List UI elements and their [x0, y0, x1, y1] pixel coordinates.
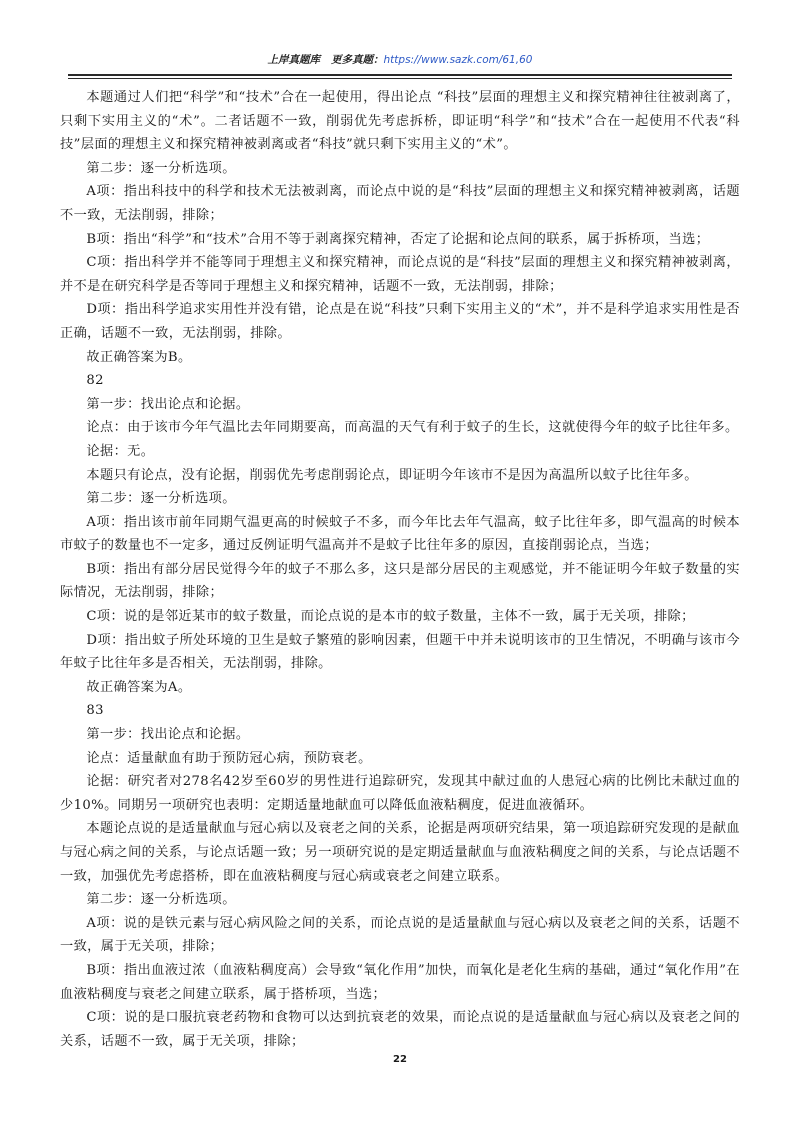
document-body	[60, 86, 740, 1053]
paragraph: 本题只有论点，没有论据，削弱优先考虑削弱论点，即证明今年该市不是因为高温所以蚊子比往年多。	[86, 467, 698, 483]
paragraph: C项：说的是邻近某市的蚊子数量，而论点说的是本市的蚊子数量，主体不一致，属于无关项，排除；	[86, 609, 695, 625]
paragraph: 论点：由于该市今年气温比去年同期要高，而高温的天气有利于蚊子的生长，这就使得今年的蚊子比往年多。	[86, 420, 739, 436]
page-number: 22	[393, 1054, 407, 1065]
header-brand: 上岸真题库	[267, 54, 321, 66]
paragraph: C项：指出科学并不能等同于理想主义和探究精神，而论点说的是“科技”层面的理想主义和探究精神被剥离，并不是在研究科学是否等同于理想主义和探究精神，话题不一致，无法削弱，排除；	[60, 255, 740, 294]
paragraph: 83	[86, 703, 104, 719]
header-more-label: 更多真题：	[331, 54, 384, 66]
paragraph: 故正确答案为B。	[86, 349, 192, 365]
paragraph: B项：指出“科学”和“技术”合用不等于剥离探究精神，否定了论据和论点间的联系，属于拆桥项，当选；	[86, 231, 710, 247]
page-header	[68, 52, 732, 74]
paragraph: 故正确答案为A。	[86, 679, 192, 695]
paragraph: B项：指出血液过浓（血液粘稠度高）会导致“氧化作用”加快，而氧化是老化生病的基础，通过“氧化作用”在血液粘稠度与衰老之间建立联系，属于搭桥项，当选；	[60, 962, 740, 1002]
paragraph: 论据：无。	[86, 443, 155, 459]
paragraph: 论点：适量献血有助于预防冠心病，预防衰老。	[86, 750, 372, 766]
header-url-link[interactable]: https://www.sazk.com/61,60	[383, 54, 533, 66]
header-divider-thin	[68, 78, 732, 79]
paragraph: 第二步：逐一分析选项。	[86, 160, 236, 176]
paragraph: B项：指出有部分居民觉得今年的蚊子不那么多，这只是部分居民的主观感觉，并不能证明今年蚊子数量的实际情况，无法削弱，排除；	[60, 561, 740, 601]
paragraph: 第一步：找出论点和论据。	[86, 396, 250, 412]
paragraph: 第二步：逐一分析选项。	[86, 491, 236, 507]
paragraph: 第一步：找出论点和论据。	[86, 727, 250, 743]
paragraph: A项：指出科技中的科学和技术无法被剥离，而论点中说的是“科技”层面的理想主义和探究精神被剥离，话题不一致，无法削弱，排除；	[60, 184, 740, 223]
paragraph: D项：指出科学追求实用性并没有错，论点是在说“科技”只剩下实用主义的“术”，并不是科学追求实用性是否正确，话题不一致，无法削弱，排除。	[60, 302, 740, 341]
paragraph: 论据：研究者对278名42岁至60岁的男性进行追踪研究，发现其中献过血的人患冠心病的比例比未献过血的少10%。同期另一项研究也表明：定期适量地献血可以降低血液粘稠度，促进血液循环。	[60, 774, 740, 813]
paragraph: 本题通过人们把“科学”和“技术”合在一起使用，得出论点 “科技”层面的理想主义和探究精神往往被剥离了，只剩下实用主义的“术”。二者话题不一致，削弱优先考虑拆桥，即证明“科学”和“技术”合在一起使用不代表“科技”层面的理想主义和探究精神被剥离或者“科技”就只剩下实用主义的“术”。	[60, 90, 740, 153]
header-divider	[68, 74, 732, 76]
paragraph: 第二步：逐一分析选项。	[86, 892, 236, 908]
paragraph: D项：指出蚊子所处环境的卫生是蚊子繁殖的影响因素，但题干中并未说明该市的卫生情况，不明确与该市今年蚊子比往年多是否相关，无法削弱，排除。	[60, 632, 740, 672]
paragraph: A项：指出该市前年同期气温更高的时候蚊子不多，而今年比去年气温高，蚊子比往年多，即气温高的时候本市蚊子的数量也不一定多，通过反例证明气温高并不是蚊子比往年多的原因，直接削弱论点，当选；	[60, 514, 740, 554]
paragraph: 本题论点说的是适量献血与冠心病以及衰老之间的关系，论据是两项研究结果，第一项追踪研究发现的是献血与冠心病之间的关系，与论点话题一致；另一项研究说的是定期适量献血与血液粘稠度之间的关系，与论点话题不一致，加强优先考虑搭桥，即在血液粘稠度与冠心病或衰老之间建立联系。	[60, 821, 740, 884]
paragraph: 82	[86, 373, 104, 389]
paragraph: A项：说的是铁元素与冠心病风险之间的关系，而论点说的是适量献血与冠心病以及衰老之间的关系，话题不一致，属于无关项，排除；	[60, 915, 740, 955]
paragraph: C项：说的是口服抗衰老药物和食物可以达到抗衰老的效果，而论点说的是适量献血与冠心病以及衰老之间的关系，话题不一致，属于无关项，排除；	[60, 1010, 740, 1049]
